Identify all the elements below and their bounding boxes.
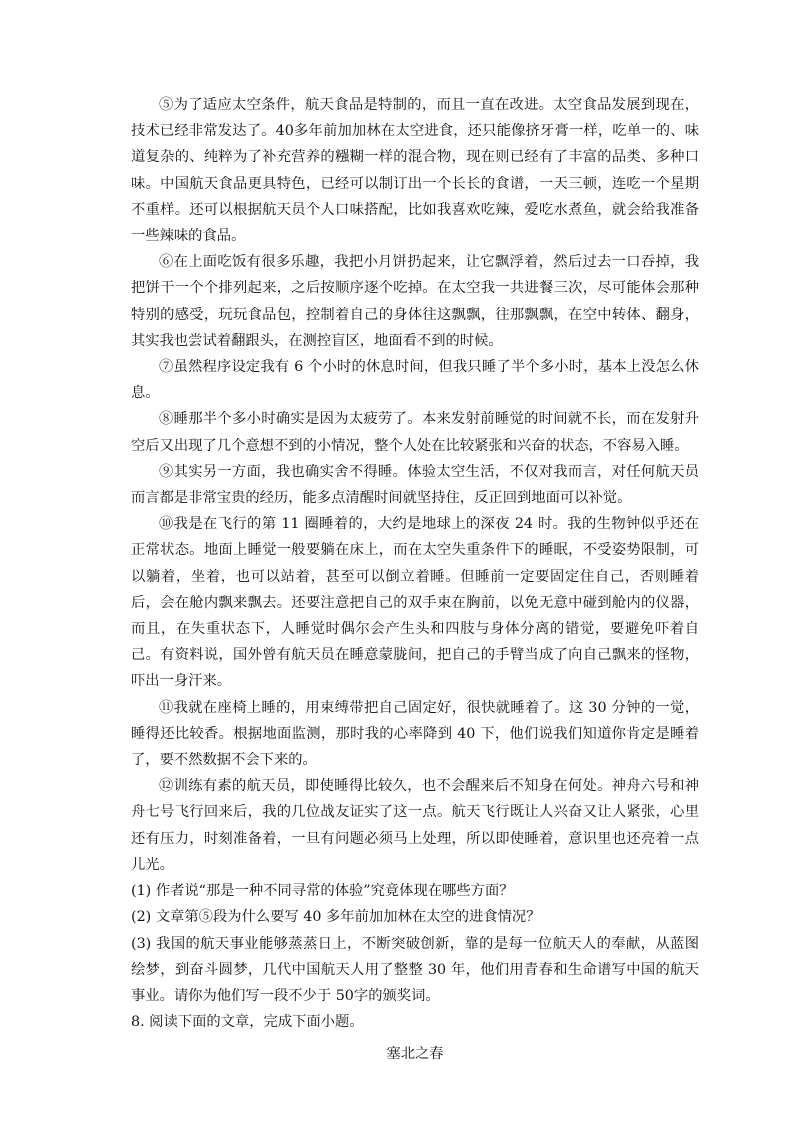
document-page <box>131 92 699 1068</box>
paragraph-7: ⑦虽然程序设定我有 6 个小时的休息时间，但我只睡了半个多小时，基本上没怎么休息。 <box>131 359 699 402</box>
paragraph-8: ⑧睡那半个多小时确实是因为太疲劳了。本来发射前睡觉的时间就不长，而在发射升空后又出现了几个意想不到的小情况，整个人处在比较紧张和兴奋的状态，不容易入睡。 <box>131 411 699 454</box>
question-8-instruction: 8. 阅读下面的文章，完成下面小题。 <box>131 1014 364 1031</box>
paragraph-5: ⑤为了适应太空条件，航天食品是特制的，而且一直在改进。太空食品发展到现在，技术已经非常发达了。40多年前加加林在太空进食，还只能像挤牙膏一样，吃单一的、味道复杂的、纯粹为了补充营养的糨糊一样的混合物，现在则已经有了丰富的品类、多种口味。中国航天食品更具特色，已经可以制订出一个长长的食谱，一天三顿，连吃一个星期不重样。还可以根据航天员个人口味搭配，比如我喜欢吃辣，爱吃水煮鱼，就会给我准备一些辣味的食品。 <box>131 97 699 245</box>
paragraph-9: ⑨其实另一方面，我也确实舍不得睡。体验太空生活，不仅对我而言，对任何航天员而言都是非常宝贵的经历，能多点清醒时间就坚持住，反正回到地面可以补觉。 <box>131 463 699 507</box>
question-2: (2) 文章第⑤段为什么要写 40 多年前加加林在太空的进食情况？ <box>131 909 541 926</box>
article-title: 塞北之春 <box>386 1046 444 1063</box>
question-1: (1) 作者说“那是一种不同寻常的体验”究竟体现在哪些方面？ <box>131 883 514 900</box>
question-3: (3) 我国的航天事业能够蒸蒸日上，不断突破创新，靠的是每一位航天人的奉献，从蓝图绘梦，到奋斗圆梦，几代中国航天人用了整整 30 年，他们用青春和生命谱写中国的航天事业。请你为他们写一段不少于 50字的颁奖词。 <box>131 935 699 1004</box>
paragraph-11: ⑪我就在座椅上睡的，用束缚带把自己固定好，很快就睡着了。这 30 分钟的一觉，睡得还比较香。根据地面监测，那时我的心率降到 40 下，他们说我们知道你肯定是睡着了，要不然数据不会下来的。 <box>131 699 699 769</box>
paragraph-10: ⑩我是在飞行的第 11 圈睡着的，大约是地球上的深夜 24 时。我的生物钟似乎还在正常状态。地面上睡觉一般要躺在床上，而在太空失重条件下的睡眠，不受姿势限制，可以躺着，坐着，也可以站着，甚至可以倒立着睡。但睡前一定要固定住自己，否则睡着后，会在舱内飘来飘去。还要注意把自己的双手束在胸前，以免无意中碰到舱内的仪器，而且，在失重状态下，人睡觉时偶尔会产生头和四肢与身体分离的错觉，要避免吓着自己。有资料说，国外曾有航天员在睡意蒙胧间，把自己的手臂当成了向自己飘来的怪物，吓出一身汗来。 <box>131 516 699 690</box>
paragraph-6: ⑥在上面吃饭有很多乐趣，我把小月饼扔起来，让它飘浮着，然后过去一口吞掉，我把饼干一个个排列起来，之后按顺序逐个吃掉。在太空我一共进餐三次，尽可能体会那种特别的感受，玩玩食品包，控制着自己的身体往这飘飘，往那飘飘，在空中转体、翻身，其实我也尝试着翻跟头，在测控盲区，地面看不到的时候。 <box>131 254 699 349</box>
paragraph-12: ⑫训练有素的航天员，即使睡得比较久，也不会醒来后不知身在何处。神舟六号和神舟七号飞行回来后，我的几位战友证实了这一点。航天飞行既让人兴奋又让人紧张，心里还有压力，时刻准备着，一旦有问题必须马上处理，所以即使睡着，意识里也还亮着一点儿光。 <box>131 778 699 873</box>
